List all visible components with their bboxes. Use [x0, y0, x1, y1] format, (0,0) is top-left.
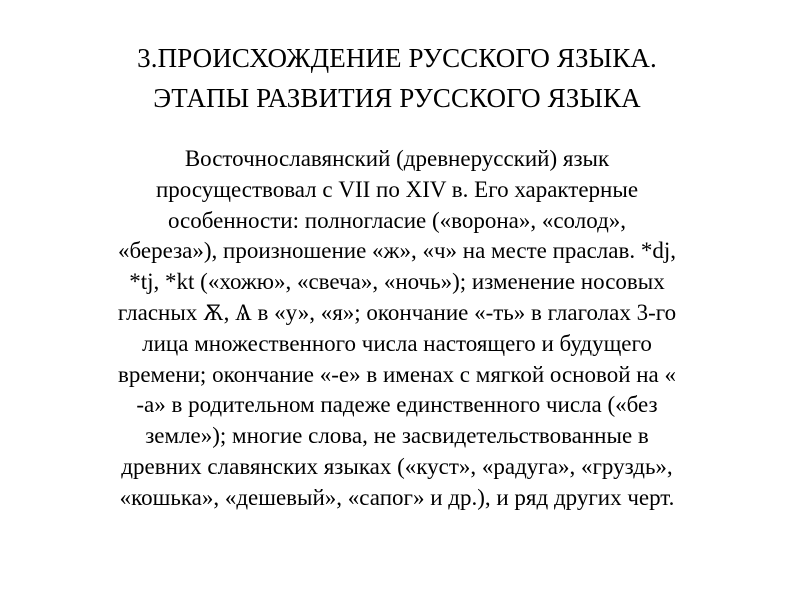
- body-line: -а» в родительном падеже единственного числа («без: [136, 392, 658, 418]
- body-line: лица множественного числа настоящего и будущего: [142, 330, 652, 356]
- body-line: Восточнославянский (древнерусский) язык: [184, 146, 610, 171]
- body-paragraph: [40, 144, 754, 514]
- body-line: древних славянских языках («куст», «радуга», «груздь»,: [121, 453, 673, 479]
- body-line: земле»); многие слова, не засвидетельствованные в: [145, 423, 649, 449]
- body-line: просуществовал с VII по XIV в. Его характерные: [155, 176, 639, 202]
- body-line: особенности: полногласие («ворона», «солод»,: [167, 207, 627, 233]
- title-line-1: 3.ПРОИСХОЖДЕНИЕ РУССКОГО ЯЗЫКА.: [137, 43, 657, 73]
- body-line: *tj, *kt («хожю», «свеча», «ночь»); изменение носовых: [129, 269, 665, 295]
- body-line: времени; окончание «-е» в именах с мягкой основой на «: [117, 361, 677, 387]
- slide-title: [40, 38, 754, 118]
- body-line: «береза»), произношение «ж», «ч» на месте праслав. *dj,: [118, 238, 676, 264]
- title-line-2: ЭТАПЫ РАЗВИТИЯ РУССКОГО ЯЗЫКА: [153, 83, 641, 113]
- body-line: «кошька», «дешевый», «сапог» и др.), и ряд других черт.: [119, 484, 675, 510]
- body-line: гласных Ѫ, Ѧ в «у», «я»; окончание «-ть» в глаголах 3-го: [117, 299, 677, 325]
